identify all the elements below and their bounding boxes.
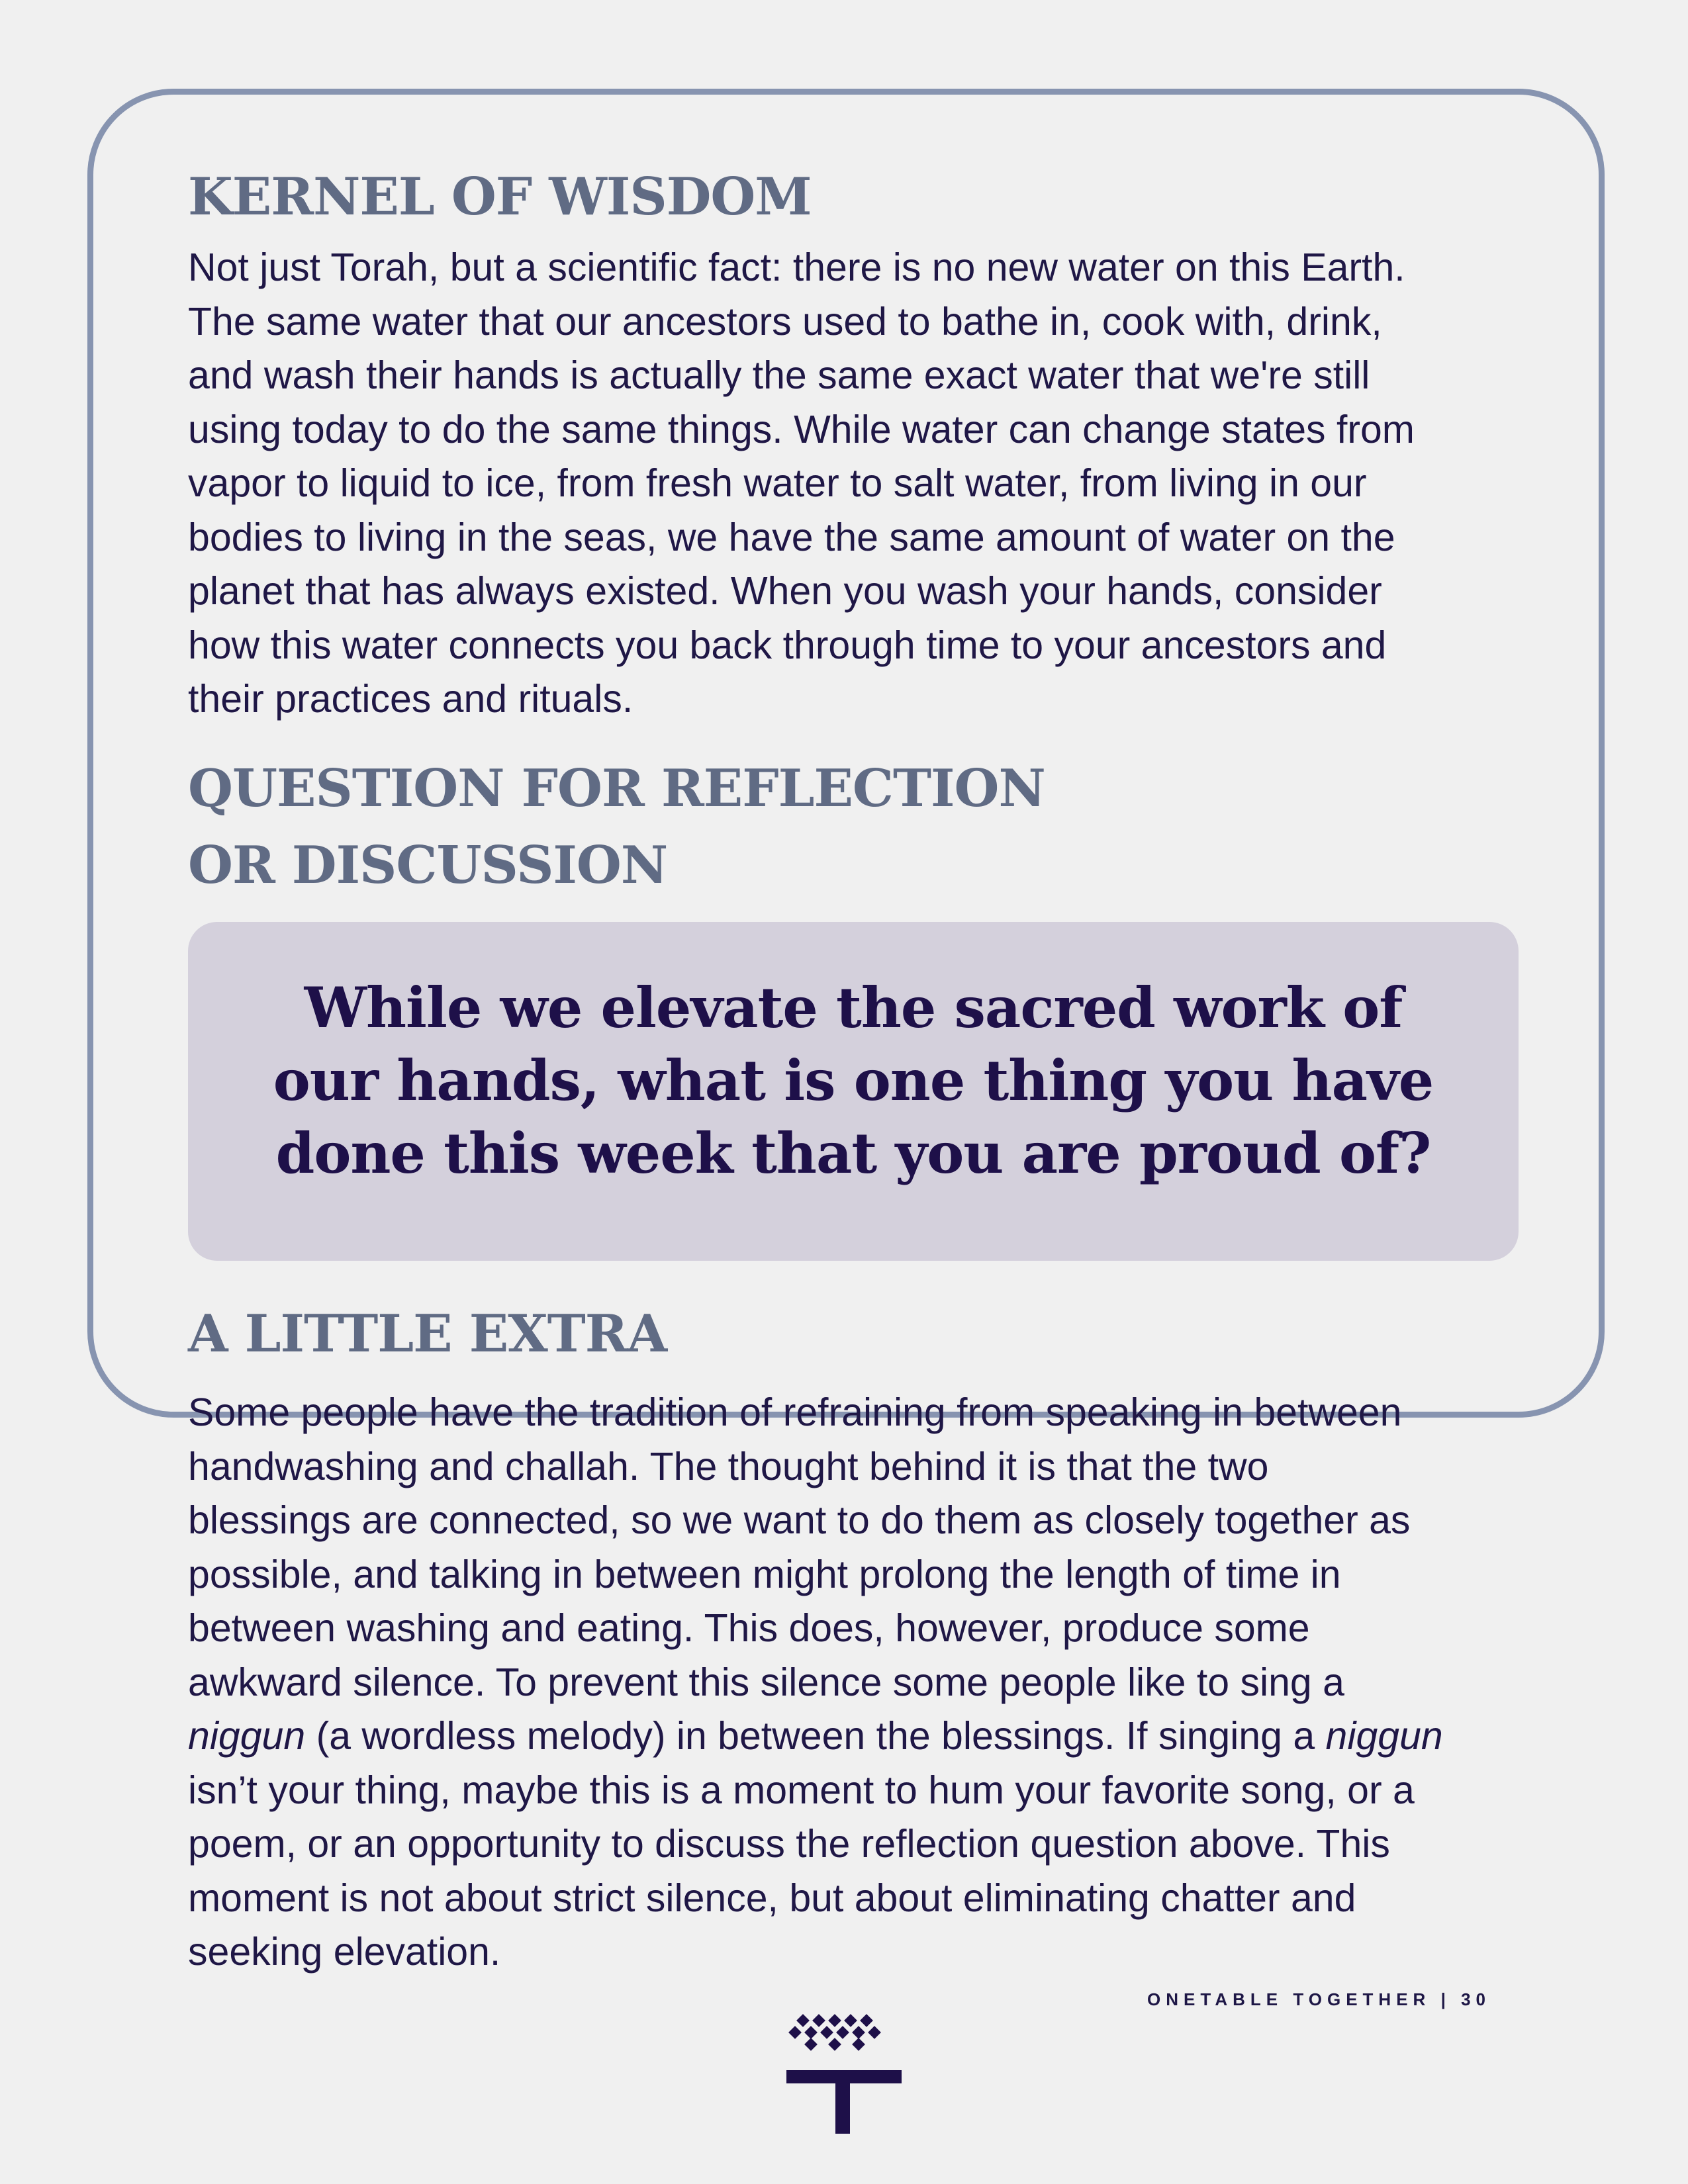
kernel-line: using today to do the same things. While water can change states from [188,407,1415,451]
extra-line: isn’t your thing, maybe this is a moment to hum your favorite song, or a [188,1768,1415,1812]
question-line: While we elevate the sacred work of [304,975,1403,1040]
extra-line: seeking elevation. [188,1930,501,1974]
footer-separator: | [1440,1989,1451,2009]
kernel-line: The same water that our ancestors used to bathe in, cook with, drink, [188,299,1382,343]
kernel-line: bodies to living in the seas, we have the same amount of water on the [188,515,1395,559]
niggun-term: niggun [1325,1714,1443,1758]
question-line: done this week that you are proud of? [275,1120,1431,1186]
page-number: 30 [1461,1989,1491,2009]
extra-line: Some people have the tradition of refraining from speaking in between [188,1390,1402,1434]
extra-line: poem, or an opportunity to discuss the reflection question above. This [188,1822,1390,1866]
footer-brand: ONETABLE TOGETHER [1147,1989,1431,2009]
kernel-line: planet that has always existed. When you wash your hands, consider [188,569,1382,613]
niggun-term: niggun [188,1714,306,1758]
extra-line: between washing and eating. This does, however, produce some [188,1606,1310,1650]
extra-line: moment is not about strict silence, but about eliminating chatter and [188,1876,1356,1920]
extra-line: blessings are connected, so we want to do them as closely together as [188,1498,1411,1542]
reflection-heading-line1: QUESTION FOR REFLECTION [188,758,1045,819]
kernel-line: their practices and rituals. [188,677,633,721]
kernel-line: Not just Torah, but a scientific fact: there is no new water on this Earth. [188,246,1405,289]
footer [1147,1989,1491,2010]
kernel-line: and wash their hands is actually the same exact water that we're still [188,353,1370,397]
kernel-line: how this water connects you back through time to your ancestors and [188,623,1387,667]
extra-line-niggun [188,1709,1519,1764]
onetable-logo-icon [781,2012,914,2138]
extra-line: possible, and talking in between might prolong the length of time in [188,1552,1341,1596]
kernel-line: vapor to liquid to ice, from fresh water to salt water, from living in our [188,461,1367,505]
extra-line-segment: (a wordless melody) in between the blessings. If singing a [305,1714,1326,1758]
reflection-question [188,972,1519,1190]
extra-line: awkward silence. To prevent this silence some people like to sing a [188,1660,1344,1704]
question-box [188,922,1519,1261]
kernel-heading: KERNEL OF WISDOM [188,167,812,227]
reflection-heading-line2: OR DISCUSSION [188,835,668,895]
question-line: our hands, what is one thing you have [273,1048,1434,1113]
extra-heading: A LITTLE EXTRA [188,1304,667,1364]
extra-line: handwashing and challah. The thought behind it is that the two [188,1444,1269,1488]
extra-body [188,1386,1519,1979]
kernel-body [188,241,1519,727]
